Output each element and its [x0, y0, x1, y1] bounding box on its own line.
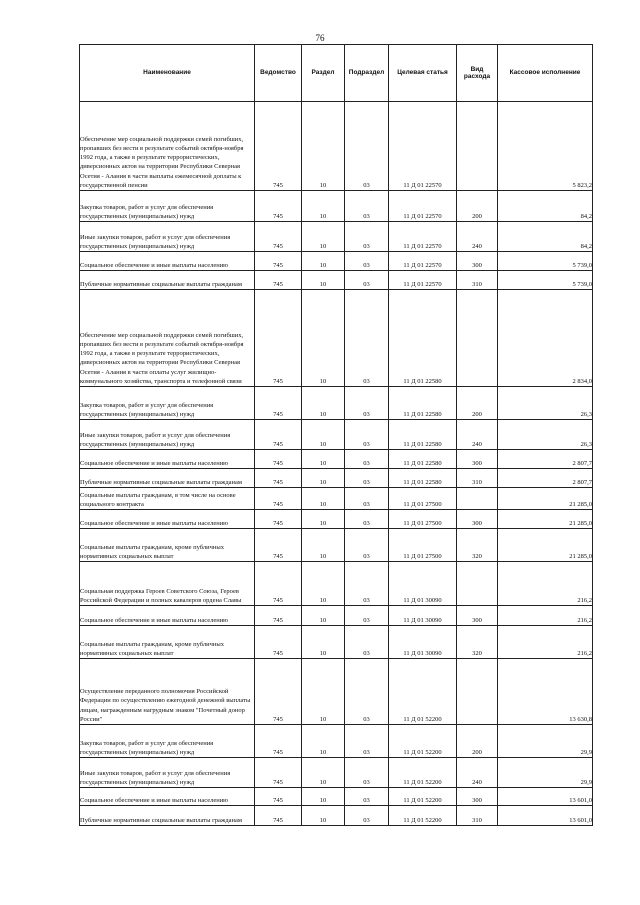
expense-type-cell: 300: [457, 450, 498, 469]
header-name: Наименование: [80, 45, 255, 102]
name-cell: [80, 252, 255, 271]
name-cell: [80, 387, 255, 420]
expense-type-cell: 200: [457, 191, 498, 222]
table-row: [80, 191, 593, 222]
name-cell: [80, 488, 255, 510]
section-cell: 10: [302, 469, 345, 488]
name-text: Социальное обеспечение и иные выплаты населению: [80, 796, 229, 804]
cash-execution-cell: 13 601,0: [498, 806, 593, 826]
expense-type-cell: 310: [457, 271, 498, 290]
expense-type-cell: [457, 290, 498, 387]
cash-execution-cell: 216,2: [498, 626, 593, 659]
department-cell: 745: [255, 626, 302, 659]
section-cell: 10: [302, 806, 345, 826]
cash-execution-cell: 2 807,7: [498, 469, 593, 488]
cash-execution-cell: 216,2: [498, 606, 593, 626]
section-cell: 10: [302, 606, 345, 626]
cash-execution-cell: 2 807,7: [498, 450, 593, 469]
cash-execution-cell: 21 285,0: [498, 510, 593, 529]
expense-type-cell: 320: [457, 529, 498, 562]
department-cell: 745: [255, 806, 302, 826]
department-cell: 745: [255, 758, 302, 788]
name-cell: [80, 562, 255, 606]
cash-execution-cell: 5 823,2: [498, 102, 593, 191]
target-article-cell: 11 Д 01 27500: [389, 510, 457, 529]
target-article-cell: 11 Д 01 52200: [389, 659, 457, 725]
section-cell: 10: [302, 626, 345, 659]
target-article-cell: 11 Д 01 22580: [389, 420, 457, 450]
name-text: Социальное обеспечение и иные выплаты населению: [80, 616, 229, 624]
target-article-cell: 11 Д 01 22580: [389, 469, 457, 488]
department-cell: 745: [255, 725, 302, 758]
name-text: Социальные выплаты гражданам, кроме публичных нормативных социальных выплат: [80, 640, 224, 657]
name-text: Социальное обеспечение и иные выплаты населению: [80, 519, 229, 527]
section-cell: 10: [302, 788, 345, 806]
table-row: [80, 510, 593, 529]
name-text: Социальная поддержка Героев Советского Союза, Героев Российской Федерации и полных кавалеров ордена Славы: [80, 587, 242, 604]
cash-execution-cell: 2 834,0: [498, 290, 593, 387]
target-article-cell: 11 Д 01 30090: [389, 606, 457, 626]
expense-type-cell: 320: [457, 626, 498, 659]
table-header-row: [80, 45, 593, 102]
section-cell: 10: [302, 387, 345, 420]
target-article-cell: 11 Д 01 22570: [389, 271, 457, 290]
name-text: Социальное обеспечение и иные выплаты населению: [80, 459, 229, 467]
name-cell: [80, 758, 255, 788]
department-cell: 745: [255, 420, 302, 450]
header-cash-execution: Кассовое исполнение: [498, 45, 593, 102]
subsection-cell: 03: [345, 271, 389, 290]
target-article-cell: 11 Д 01 22580: [389, 387, 457, 420]
cash-execution-cell: 13 630,8: [498, 659, 593, 725]
expense-type-cell: [457, 562, 498, 606]
target-article-cell: 11 Д 01 22570: [389, 252, 457, 271]
expense-type-cell: [457, 102, 498, 191]
name-cell: [80, 725, 255, 758]
department-cell: 745: [255, 222, 302, 252]
department-cell: 745: [255, 788, 302, 806]
expense-type-cell: [457, 659, 498, 725]
expense-type-cell: 300: [457, 606, 498, 626]
department-cell: 745: [255, 252, 302, 271]
department-cell: 745: [255, 387, 302, 420]
subsection-cell: 03: [345, 290, 389, 387]
name-cell: [80, 659, 255, 725]
cash-execution-cell: 29,9: [498, 725, 593, 758]
section-cell: 10: [302, 510, 345, 529]
name-cell: [80, 529, 255, 562]
table-row: [80, 387, 593, 420]
name-cell: [80, 510, 255, 529]
subsection-cell: 03: [345, 102, 389, 191]
subsection-cell: 03: [345, 387, 389, 420]
target-article-cell: 11 Д 01 52200: [389, 806, 457, 826]
section-cell: 10: [302, 450, 345, 469]
name-cell: [80, 806, 255, 826]
page-number: 76: [315, 33, 325, 43]
section-cell: 10: [302, 420, 345, 450]
department-cell: 745: [255, 529, 302, 562]
header-department: Ведомство: [255, 45, 302, 102]
name-cell: [80, 450, 255, 469]
section-cell: 10: [302, 222, 345, 252]
name-text: Закупка товаров, работ и услуг для обеспечения государственных (муниципальных) нужд: [80, 203, 214, 220]
department-cell: 745: [255, 606, 302, 626]
header-section: Раздел: [302, 45, 345, 102]
subsection-cell: 03: [345, 606, 389, 626]
expense-type-cell: 310: [457, 469, 498, 488]
cash-execution-cell: 21 285,0: [498, 488, 593, 510]
cash-execution-cell: 26,3: [498, 387, 593, 420]
budget-table: [79, 44, 593, 826]
department-cell: 745: [255, 290, 302, 387]
cash-execution-cell: 216,2: [498, 562, 593, 606]
subsection-cell: 03: [345, 659, 389, 725]
cash-execution-cell: 29,9: [498, 758, 593, 788]
table-row: [80, 606, 593, 626]
subsection-cell: 03: [345, 510, 389, 529]
section-cell: 10: [302, 659, 345, 725]
cash-execution-cell: 13 601,0: [498, 788, 593, 806]
name-text: Публичные нормативные социальные выплаты гражданам: [80, 478, 243, 486]
department-cell: 745: [255, 488, 302, 510]
target-article-cell: 11 Д 01 30090: [389, 562, 457, 606]
name-text: Закупка товаров, работ и услуг для обеспечения государственных (муниципальных) нужд: [80, 739, 214, 756]
table-row: [80, 626, 593, 659]
cash-execution-cell: 84,2: [498, 191, 593, 222]
name-cell: [80, 271, 255, 290]
name-text: Иные закупки товаров, работ и услуг для обеспечения государственных (муниципальных) нужд: [80, 233, 231, 250]
subsection-cell: 03: [345, 222, 389, 252]
table-row: [80, 252, 593, 271]
table-row: [80, 420, 593, 450]
name-text: Социальное обеспечение и иные выплаты населению: [80, 261, 229, 269]
name-cell: [80, 606, 255, 626]
expense-type-cell: 240: [457, 222, 498, 252]
name-text: Иные закупки товаров, работ и услуг для обеспечения государственных (муниципальных) нужд: [80, 769, 231, 786]
cash-execution-cell: 84,2: [498, 222, 593, 252]
subsection-cell: 03: [345, 191, 389, 222]
expense-type-cell: 200: [457, 387, 498, 420]
subsection-cell: 03: [345, 626, 389, 659]
subsection-cell: 03: [345, 788, 389, 806]
name-text: Социальные выплаты гражданам, кроме публичных нормативных социальных выплат: [80, 543, 224, 560]
subsection-cell: 03: [345, 562, 389, 606]
section-cell: 10: [302, 529, 345, 562]
department-cell: 745: [255, 510, 302, 529]
target-article-cell: 11 Д 01 30090: [389, 626, 457, 659]
name-text: Закупка товаров, работ и услуг для обеспечения государственных (муниципальных) нужд: [80, 401, 214, 418]
section-cell: 10: [302, 252, 345, 271]
subsection-cell: 03: [345, 725, 389, 758]
section-cell: 10: [302, 562, 345, 606]
department-cell: 745: [255, 562, 302, 606]
name-text: Публичные нормативные социальные выплаты гражданам: [80, 816, 243, 824]
section-cell: 10: [302, 758, 345, 788]
cash-execution-cell: 5 739,0: [498, 271, 593, 290]
department-cell: 745: [255, 469, 302, 488]
table-row: [80, 271, 593, 290]
table-row: [80, 488, 593, 510]
header-target-article: Целевая статья: [389, 45, 457, 102]
table-row: [80, 469, 593, 488]
expense-type-cell: 240: [457, 420, 498, 450]
name-text: Иные закупки товаров, работ и услуг для обеспечения государственных (муниципальных) нужд: [80, 431, 231, 448]
target-article-cell: 11 Д 01 27500: [389, 488, 457, 510]
table-row: [80, 659, 593, 725]
table-row: [80, 290, 593, 387]
table-row: [80, 450, 593, 469]
target-article-cell: 11 Д 01 22570: [389, 102, 457, 191]
expense-type-cell: 300: [457, 252, 498, 271]
name-cell: [80, 191, 255, 222]
target-article-cell: 11 Д 01 52200: [389, 725, 457, 758]
section-cell: 10: [302, 102, 345, 191]
subsection-cell: 03: [345, 529, 389, 562]
name-cell: [80, 788, 255, 806]
expense-type-cell: 240: [457, 758, 498, 788]
target-article-cell: 11 Д 01 52200: [389, 788, 457, 806]
table-row: [80, 562, 593, 606]
table-row: [80, 806, 593, 826]
department-cell: 745: [255, 659, 302, 725]
section-cell: 10: [302, 290, 345, 387]
table-row: [80, 725, 593, 758]
name-cell: [80, 469, 255, 488]
target-article-cell: 11 Д 01 52200: [389, 758, 457, 788]
subsection-cell: 03: [345, 758, 389, 788]
name-text: Социальные выплаты гражданам, в том числе на основе социального контракта: [80, 491, 236, 508]
department-cell: 745: [255, 271, 302, 290]
name-cell: [80, 626, 255, 659]
target-article-cell: 11 Д 01 27500: [389, 529, 457, 562]
subsection-cell: 03: [345, 469, 389, 488]
table-body: [80, 102, 593, 826]
expense-type-cell: 310: [457, 806, 498, 826]
name-cell: [80, 102, 255, 191]
target-article-cell: 11 Д 01 22570: [389, 191, 457, 222]
section-cell: 10: [302, 725, 345, 758]
header-expense-type: Вид расхода: [457, 45, 498, 102]
section-cell: 10: [302, 271, 345, 290]
subsection-cell: 03: [345, 488, 389, 510]
target-article-cell: 11 Д 01 22580: [389, 290, 457, 387]
subsection-cell: 03: [345, 420, 389, 450]
table-row: [80, 529, 593, 562]
name-cell: [80, 222, 255, 252]
subsection-cell: 03: [345, 806, 389, 826]
name-text: Осуществление переданного полномочия Российской Федерации по осуществлению ежегодной денежной выплаты лицам, награжденным нагрудным знаком "Почетный донор России": [80, 688, 251, 723]
cash-execution-cell: 5 739,0: [498, 252, 593, 271]
cash-execution-cell: 21 285,0: [498, 529, 593, 562]
expense-type-cell: [457, 488, 498, 510]
expense-type-cell: 300: [457, 788, 498, 806]
table-row: [80, 788, 593, 806]
section-cell: 10: [302, 191, 345, 222]
cash-execution-cell: 26,3: [498, 420, 593, 450]
department-cell: 745: [255, 102, 302, 191]
name-text: Обеспечение мер социальной поддержки семей погибших, пропавших без вести в результате событий октября-ноября 1992 года, а также в результате террористических, диверсионных актов на территории Республики Северная Осетия - Алания в части оплаты услуг жилищно-коммунального хозяйства, транспорта и телефонной связи: [80, 331, 244, 385]
department-cell: 745: [255, 191, 302, 222]
name-text: Обеспечение мер социальной поддержки семей погибших, пропавших без вести в результате событий октября-ноября 1992 года, а также в результате террористических, диверсионных актов на территории Республики Северная Осетия - Алания в части выплаты ежемесячной доплаты к государственной пенсии: [80, 135, 244, 189]
header-subsection: Подраздел: [345, 45, 389, 102]
subsection-cell: 03: [345, 252, 389, 271]
subsection-cell: 03: [345, 450, 389, 469]
target-article-cell: 11 Д 01 22580: [389, 450, 457, 469]
table-row: [80, 222, 593, 252]
department-cell: 745: [255, 450, 302, 469]
expense-type-cell: 300: [457, 510, 498, 529]
table-row: [80, 758, 593, 788]
name-text: Публичные нормативные социальные выплаты гражданам: [80, 280, 243, 288]
expense-type-cell: 200: [457, 725, 498, 758]
table-row: [80, 102, 593, 191]
name-cell: [80, 420, 255, 450]
name-cell: [80, 290, 255, 387]
section-cell: 10: [302, 488, 345, 510]
target-article-cell: 11 Д 01 22570: [389, 222, 457, 252]
